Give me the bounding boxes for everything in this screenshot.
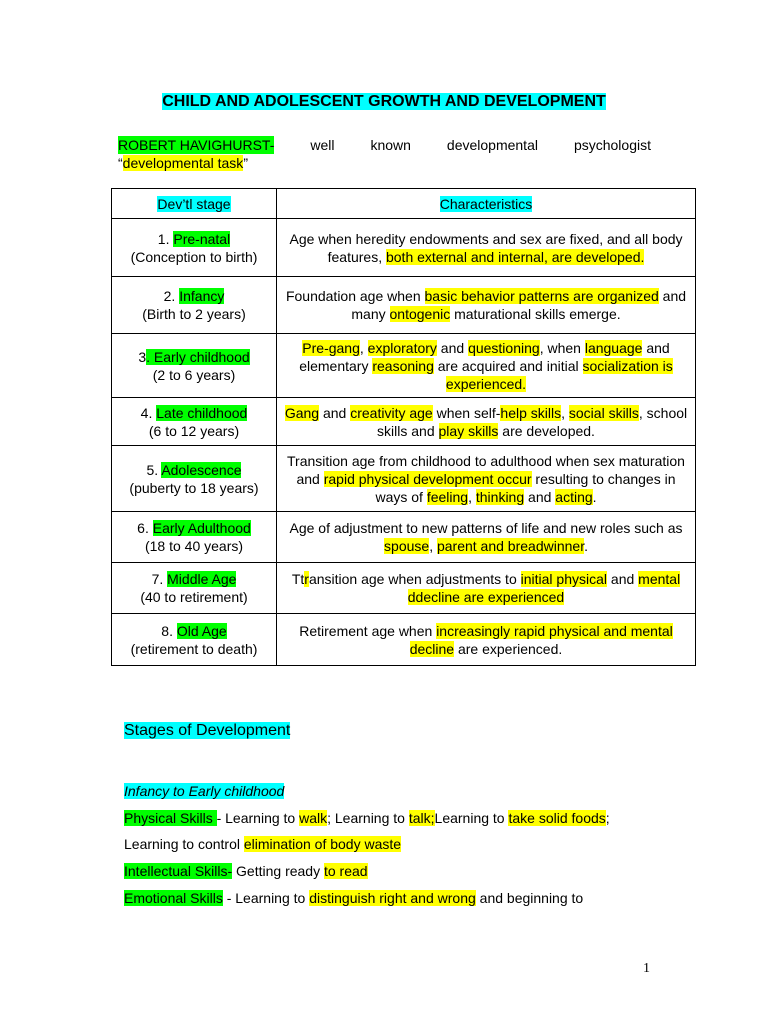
stage-number: 5. bbox=[146, 461, 162, 478]
highlighted-text: play skills bbox=[438, 422, 499, 439]
highlighted-text: initial physical bbox=[520, 571, 608, 587]
text-run: when self- bbox=[432, 404, 501, 421]
highlighted-text: both external and internal, are developed. bbox=[385, 248, 645, 265]
text-run: and bbox=[607, 571, 639, 587]
highlighted-text: feeling bbox=[426, 488, 469, 505]
text-run: , when bbox=[539, 339, 585, 356]
body-line bbox=[124, 863, 368, 879]
text-run: . bbox=[592, 488, 597, 505]
stage-range: (puberty to 18 years) bbox=[129, 479, 259, 496]
stage-name: . Early childhood bbox=[146, 348, 250, 365]
highlighted-text: rapid physical development occur bbox=[323, 470, 532, 487]
highlighted-text: creativity age bbox=[350, 404, 433, 421]
text-run: ; bbox=[605, 810, 610, 826]
highlighted-text: to read bbox=[323, 863, 368, 879]
subsection-heading bbox=[124, 783, 284, 799]
open-quote: “ bbox=[118, 155, 123, 171]
characteristics-cell bbox=[277, 334, 696, 398]
text-run: are experienced. bbox=[454, 640, 563, 657]
highlighted-text: language bbox=[584, 339, 643, 356]
characteristics-cell bbox=[277, 277, 696, 334]
stage-name: Old Age bbox=[176, 622, 227, 639]
highlighted-text: exploratory bbox=[367, 339, 437, 356]
text-run: - Learning to bbox=[216, 810, 300, 826]
stage-number: 1. bbox=[157, 230, 174, 247]
text-run: Tt bbox=[291, 571, 305, 587]
stage-cell bbox=[112, 614, 277, 666]
text-run: Transition age from childhood to adulthood when sex maturation and bbox=[287, 452, 685, 487]
body-line bbox=[124, 836, 401, 852]
text-run: Learning to bbox=[434, 810, 509, 826]
table-row bbox=[112, 614, 696, 666]
text-run: , bbox=[429, 538, 437, 554]
text-run: maturational skills emerge. bbox=[450, 306, 621, 322]
text-run: Age when heredity endowments and sex are fixed, and all body features, bbox=[289, 230, 683, 265]
highlighted-text: questioning bbox=[468, 339, 540, 356]
intro-word: known bbox=[370, 137, 411, 153]
intro-line-1 bbox=[118, 136, 651, 154]
stage-cell bbox=[112, 446, 277, 512]
section-heading bbox=[124, 722, 290, 740]
highlighted-text: walk bbox=[299, 810, 328, 826]
stage-number: 8. bbox=[161, 622, 177, 639]
table-row bbox=[112, 398, 696, 446]
stage-cell bbox=[112, 512, 277, 563]
developmental-task-term: developmental task bbox=[122, 155, 244, 171]
highlighted-text: Physical Skills bbox=[124, 810, 217, 826]
intro-word: developmental bbox=[446, 137, 538, 153]
stage-cell bbox=[112, 563, 277, 614]
stage-range: (Birth to 2 years) bbox=[142, 306, 246, 322]
header-characteristics bbox=[277, 189, 696, 219]
stage-cell bbox=[112, 398, 277, 446]
characteristics-cell bbox=[277, 219, 696, 277]
stage-cell bbox=[112, 277, 277, 334]
stage-range: (2 to 6 years) bbox=[152, 366, 236, 383]
stage-range: (40 to retirement) bbox=[140, 589, 248, 605]
stage-cell bbox=[112, 219, 277, 277]
development-stages-table bbox=[111, 188, 696, 666]
text-run: Age of adjustment to new patterns of life and new roles such as bbox=[289, 520, 683, 536]
highlighted-text: Pre-gang bbox=[302, 339, 360, 356]
text-run: and elementary bbox=[299, 339, 670, 374]
stage-name: Infancy bbox=[179, 288, 225, 304]
stage-number: 7. bbox=[151, 571, 168, 587]
highlighted-text: acting bbox=[555, 488, 593, 505]
highlighted-text: ontogenic bbox=[389, 306, 451, 322]
stage-range: (6 to 12 years) bbox=[148, 422, 240, 439]
body-line bbox=[124, 890, 583, 906]
header-stage-label: Dev’tl stage bbox=[157, 195, 231, 212]
stage-cell bbox=[112, 334, 277, 398]
text-run: ; Learning to bbox=[327, 810, 409, 826]
intro-paragraph bbox=[118, 136, 651, 172]
text-run: - Learning to bbox=[222, 890, 310, 906]
stage-number: 4. bbox=[140, 404, 157, 421]
highlighted-text: socialization is experienced. bbox=[445, 357, 673, 392]
stage-name: Adolescence bbox=[161, 461, 242, 478]
page-title bbox=[0, 93, 768, 111]
text-run: and bbox=[319, 404, 351, 421]
text-run: ansition age when adjustments to bbox=[308, 571, 521, 587]
text-run: resulting to changes in ways of bbox=[375, 470, 676, 505]
header-characteristics-label: Characteristics bbox=[439, 195, 533, 212]
text-run: Foundation age when bbox=[285, 288, 425, 304]
text-run: and beginning to bbox=[475, 890, 584, 906]
stage-name: Pre-natal bbox=[173, 230, 231, 247]
text-run: Getting ready bbox=[232, 863, 324, 879]
text-run: and bbox=[524, 488, 556, 505]
stage-number: 6. bbox=[137, 520, 153, 536]
highlighted-text: basic behavior patterns are organized bbox=[424, 288, 659, 304]
text-run: Retirement age when bbox=[299, 622, 437, 639]
highlighted-text: elimination of body waste bbox=[243, 836, 402, 852]
intro-word: psychologist bbox=[573, 137, 651, 153]
table-row bbox=[112, 219, 696, 277]
intro-word: well bbox=[310, 137, 335, 153]
highlighted-text: mental ddecline are experienced bbox=[407, 571, 681, 605]
subsection-heading-text: Infancy to Early childhood bbox=[124, 783, 285, 799]
characteristics-cell bbox=[277, 563, 696, 614]
stage-name: Late childhood bbox=[156, 404, 248, 421]
text-run: and many bbox=[351, 288, 687, 322]
text-run: , bbox=[359, 339, 368, 356]
highlighted-text: Intellectual Skills- bbox=[124, 863, 233, 879]
author-name: ROBERT HAVIGHURST- bbox=[118, 137, 275, 153]
table-row bbox=[112, 563, 696, 614]
characteristics-cell bbox=[277, 398, 696, 446]
highlighted-text: Gang bbox=[284, 404, 320, 421]
section-heading-text: Stages of Development bbox=[124, 722, 291, 739]
highlighted-text: r bbox=[304, 571, 309, 587]
highlighted-text: talk; bbox=[408, 810, 435, 826]
highlighted-text: reasoning bbox=[372, 357, 434, 374]
highlighted-text: social skills bbox=[568, 404, 639, 421]
highlighted-text: spouse bbox=[384, 538, 430, 554]
table-row bbox=[112, 277, 696, 334]
text-run: . bbox=[584, 538, 588, 554]
highlighted-text: take solid foods bbox=[508, 810, 606, 826]
characteristics-cell bbox=[277, 512, 696, 563]
stage-range: (18 to 40 years) bbox=[144, 538, 244, 554]
body-line bbox=[124, 810, 610, 826]
stage-range: (retirement to death) bbox=[130, 640, 258, 657]
intro-line-2 bbox=[118, 154, 651, 172]
stage-name: Early Adulthood bbox=[152, 520, 251, 536]
page-title-text: CHILD AND ADOLESCENT GROWTH AND DEVELOPMENT bbox=[162, 93, 606, 110]
header-stage bbox=[112, 189, 277, 219]
page-number: 1 bbox=[643, 961, 650, 976]
highlighted-text: increasingly rapid physical and mental decline bbox=[409, 622, 673, 657]
stage-name: Middle Age bbox=[167, 571, 237, 587]
text-run: and bbox=[436, 339, 469, 356]
text-run: Learning to control bbox=[124, 836, 244, 852]
table-header-row bbox=[112, 189, 696, 219]
text-run: , bbox=[468, 488, 476, 505]
highlighted-text: help skills bbox=[500, 404, 562, 421]
highlighted-text: thinking bbox=[475, 488, 525, 505]
characteristics-cell bbox=[277, 446, 696, 512]
table-row bbox=[112, 446, 696, 512]
highlighted-text: distinguish right and wrong bbox=[309, 890, 476, 906]
stage-number: 3 bbox=[138, 348, 147, 365]
table-row bbox=[112, 512, 696, 563]
text-run: are developed. bbox=[498, 422, 595, 439]
text-run: are acquired and initial bbox=[433, 357, 583, 374]
highlighted-text: Emotional Skills bbox=[124, 890, 223, 906]
highlighted-text: parent and breadwinner bbox=[436, 538, 585, 554]
text-run: , school skills and bbox=[377, 404, 688, 439]
text-run: , bbox=[561, 404, 569, 421]
characteristics-cell bbox=[277, 614, 696, 666]
table-row bbox=[112, 334, 696, 398]
stage-number: 2. bbox=[163, 288, 180, 304]
stage-range: (Conception to birth) bbox=[130, 248, 258, 265]
close-quote: ” bbox=[243, 155, 248, 171]
